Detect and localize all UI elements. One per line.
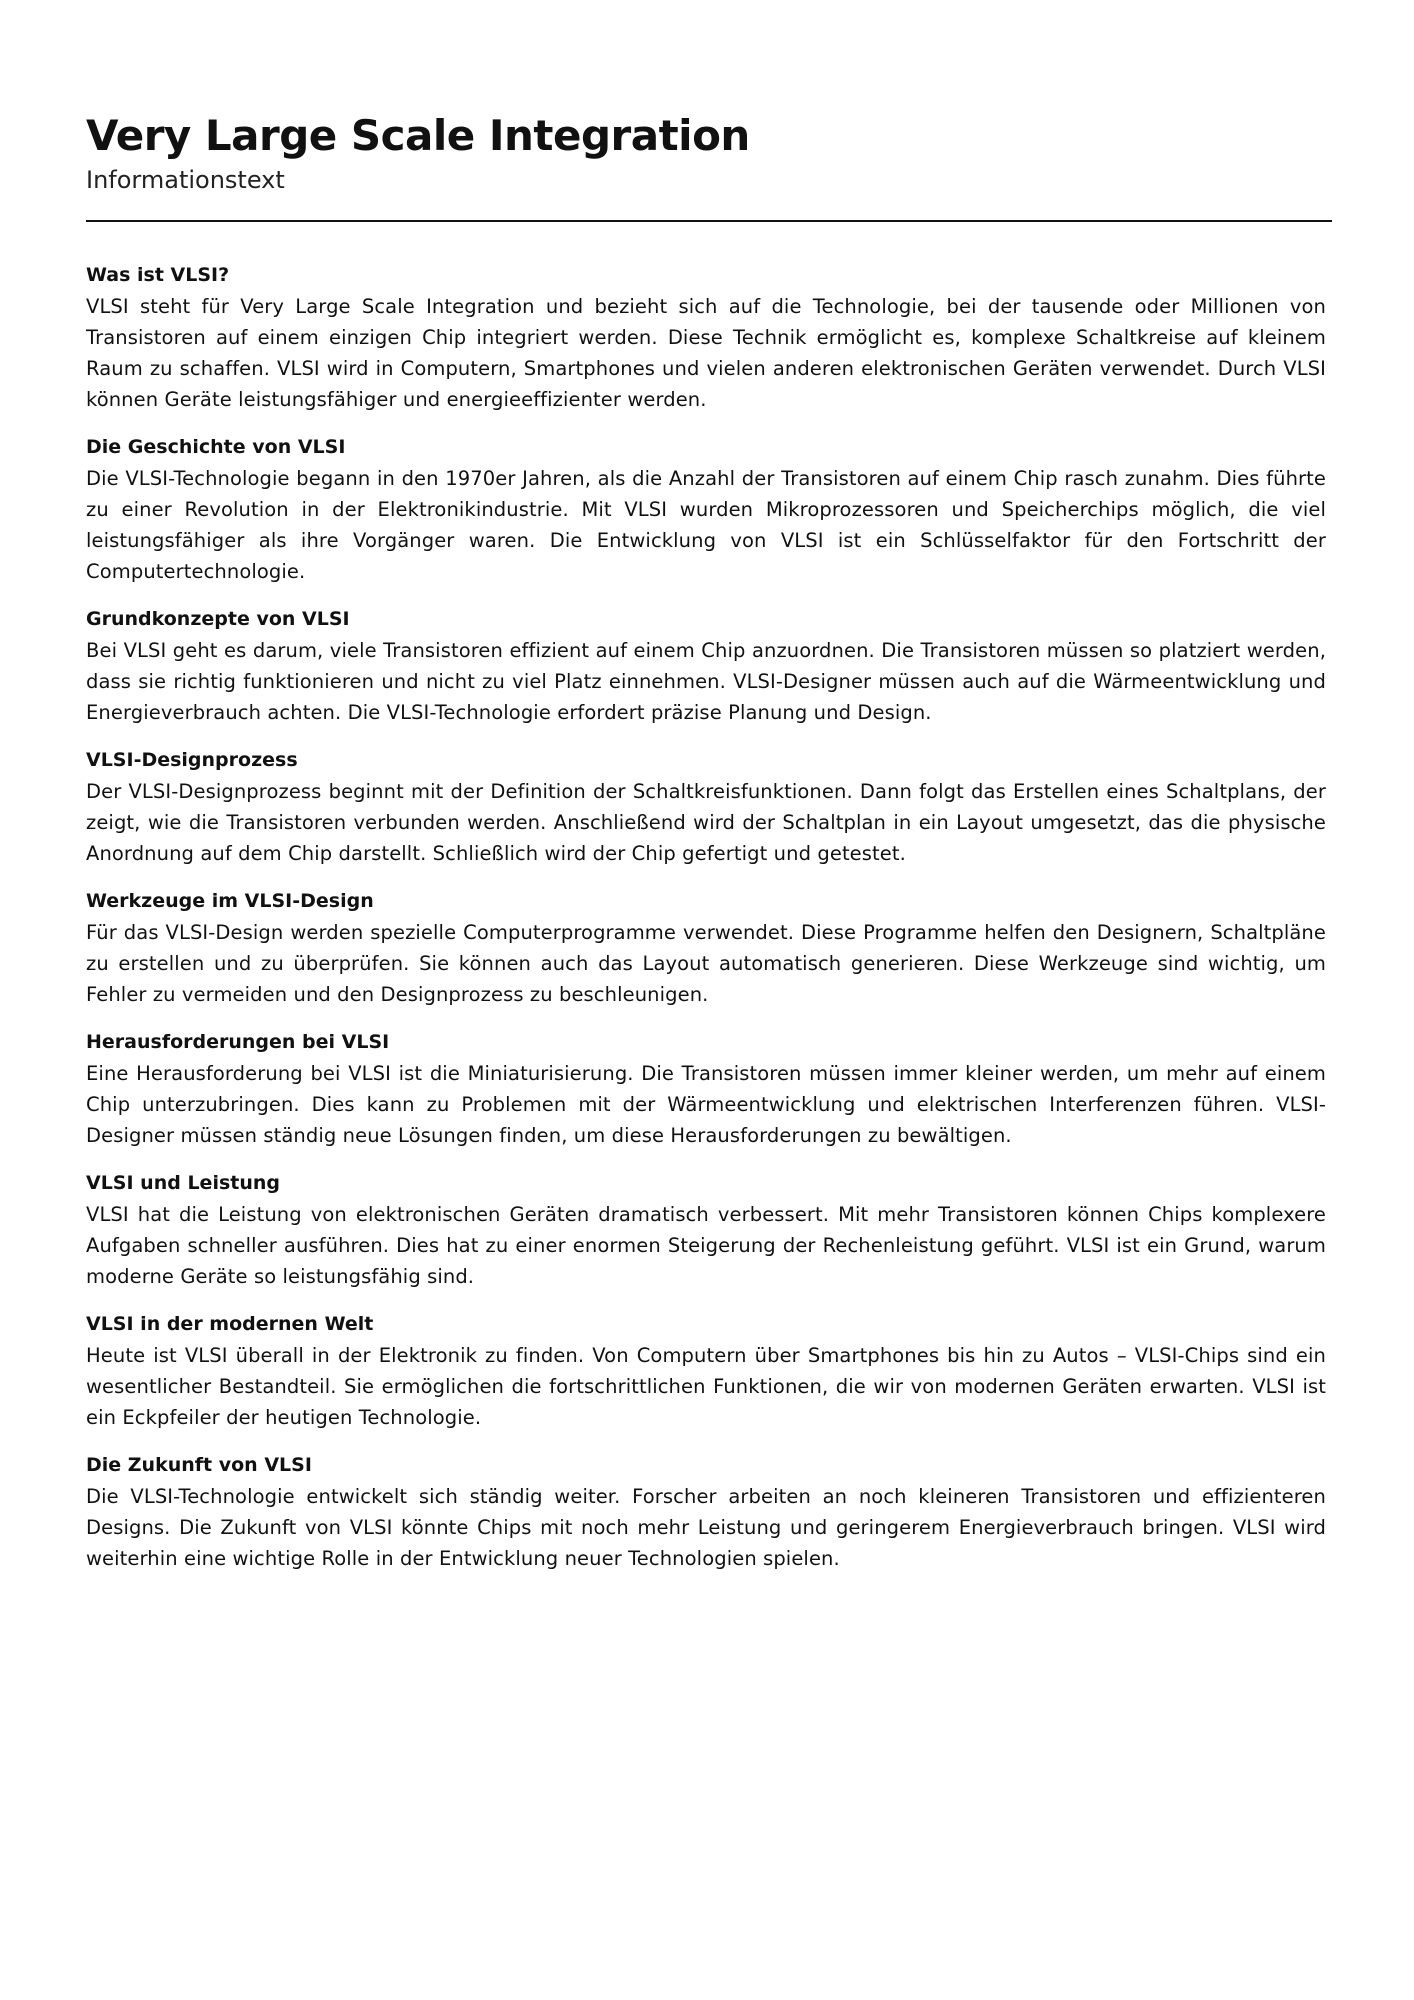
section-body: VLSI hat die Leistung von elektronischen Geräten dramatisch verbessert. Mit mehr Transistoren können Chips komplexere Aufgaben schneller ausführen. Dies hat zu einer enormen Steigerung der Rechenleistung geführt. VLSI ist ein Grund, warum moderne Geräte so leistungsfähig sind. xyxy=(86,1203,1326,1288)
section-grundkonzepte xyxy=(86,604,1326,728)
section-body: Die VLSI-Technologie entwickelt sich ständig weiter. Forscher arbeiten an noch kleineren Transistoren und effizienteren Designs. Die Zukunft von VLSI könnte Chips mit noch mehr Leistung und geringerem Energieverbrauch bringen. VLSI wird weiterhin eine wichtige Rolle in der Entwicklung neuer Technologien spielen. xyxy=(86,1485,1326,1570)
section-heading: Die Geschichte von VLSI xyxy=(86,436,346,458)
section-heading: Die Zukunft von VLSI xyxy=(86,1454,312,1476)
document-sections xyxy=(86,260,1326,1574)
section-heading: Was ist VLSI? xyxy=(86,264,230,286)
section-body: Eine Herausforderung bei VLSI ist die Miniaturisierung. Die Transistoren müssen immer kleiner werden, um mehr auf einem Chip unterzubringen. Dies kann zu Problemen mit der Wärmeentwicklung und elektrischen Interferenzen führen. VLSI-Designer müssen ständig neue Lösungen finden, um diese Herausforderungen zu bewältigen. xyxy=(86,1062,1326,1147)
header-divider xyxy=(86,220,1332,222)
document-page xyxy=(86,108,1332,1591)
section-body: Bei VLSI geht es darum, viele Transistoren effizient auf einem Chip anzuordnen. Die Transistoren müssen so platziert werden, dass sie richtig funktionieren und nicht zu viel Platz einnehmen. VLSI-Designer müssen auch auf die Wärmeentwicklung und Energieverbrauch achten. Die VLSI-Technologie erfordert präzise Planung und Design. xyxy=(86,639,1326,724)
section-heading: Herausforderungen bei VLSI xyxy=(86,1031,390,1053)
section-heading: VLSI in der modernen Welt xyxy=(86,1313,374,1335)
section-geschichte xyxy=(86,432,1326,587)
section-heading: Grundkonzepte von VLSI xyxy=(86,608,350,630)
section-designprozess xyxy=(86,745,1326,869)
section-werkzeuge xyxy=(86,886,1326,1010)
section-body: Die VLSI-Technologie begann in den 1970er Jahren, als die Anzahl der Transistoren auf einem Chip rasch zunahm. Dies führte zu einer Revolution in der Elektronikindustrie. Mit VLSI wurden Mikroprozessoren und Speicherchips möglich, die viel leistungsfähiger als ihre Vorgänger waren. Die Entwicklung von VLSI ist ein Schlüsselfaktor für den Fortschritt der Computertechnologie. xyxy=(86,467,1326,583)
section-herausforderungen xyxy=(86,1027,1326,1151)
section-zukunft xyxy=(86,1450,1326,1574)
section-heading: VLSI und Leistung xyxy=(86,1172,280,1194)
section-body: VLSI steht für Very Large Scale Integration und bezieht sich auf die Technologie, bei der tausende oder Millionen von Transistoren auf einem einzigen Chip integriert werden. Diese Technik ermöglicht es, komplexe Schaltkreise auf kleinem Raum zu schaffen. VLSI wird in Computern, Smartphones und vielen anderen elektronischen Geräten verwendet. Durch VLSI können Geräte leistungsfähiger und energieeffizienter werden. xyxy=(86,295,1326,411)
section-body: Für das VLSI-Design werden spezielle Computerprogramme verwendet. Diese Programme helfen den Designern, Schaltpläne zu erstellen und zu überprüfen. Sie können auch das Layout automatisch generieren. Diese Werkzeuge sind wichtig, um Fehler zu vermeiden und den Designprozess zu beschleunigen. xyxy=(86,921,1326,1006)
section-heading: Werkzeuge im VLSI-Design xyxy=(86,890,374,912)
section-heading: VLSI-Designprozess xyxy=(86,749,298,771)
document-subtitle: Informationstext xyxy=(86,166,285,194)
section-was-ist-vlsi xyxy=(86,260,1326,415)
section-leistung xyxy=(86,1168,1326,1292)
section-moderne-welt xyxy=(86,1309,1326,1433)
section-body: Heute ist VLSI überall in der Elektronik zu finden. Von Computern über Smartphones bis hin zu Autos – VLSI-Chips sind ein wesentlicher Bestandteil. Sie ermöglichen die fortschrittlichen Funktionen, die wir von modernen Geräten erwarten. VLSI ist ein Eckpfeiler der heutigen Technologie. xyxy=(86,1344,1326,1429)
document-title: Very Large Scale Integration xyxy=(86,111,750,160)
section-body: Der VLSI-Designprozess beginnt mit der Definition der Schaltkreisfunktionen. Dann folgt das Erstellen eines Schaltplans, der zeigt, wie die Transistoren verbunden werden. Anschließend wird der Schaltplan in ein Layout umgesetzt, das die physische Anordnung auf dem Chip darstellt. Schließlich wird der Chip gefertigt und getestet. xyxy=(86,780,1326,865)
